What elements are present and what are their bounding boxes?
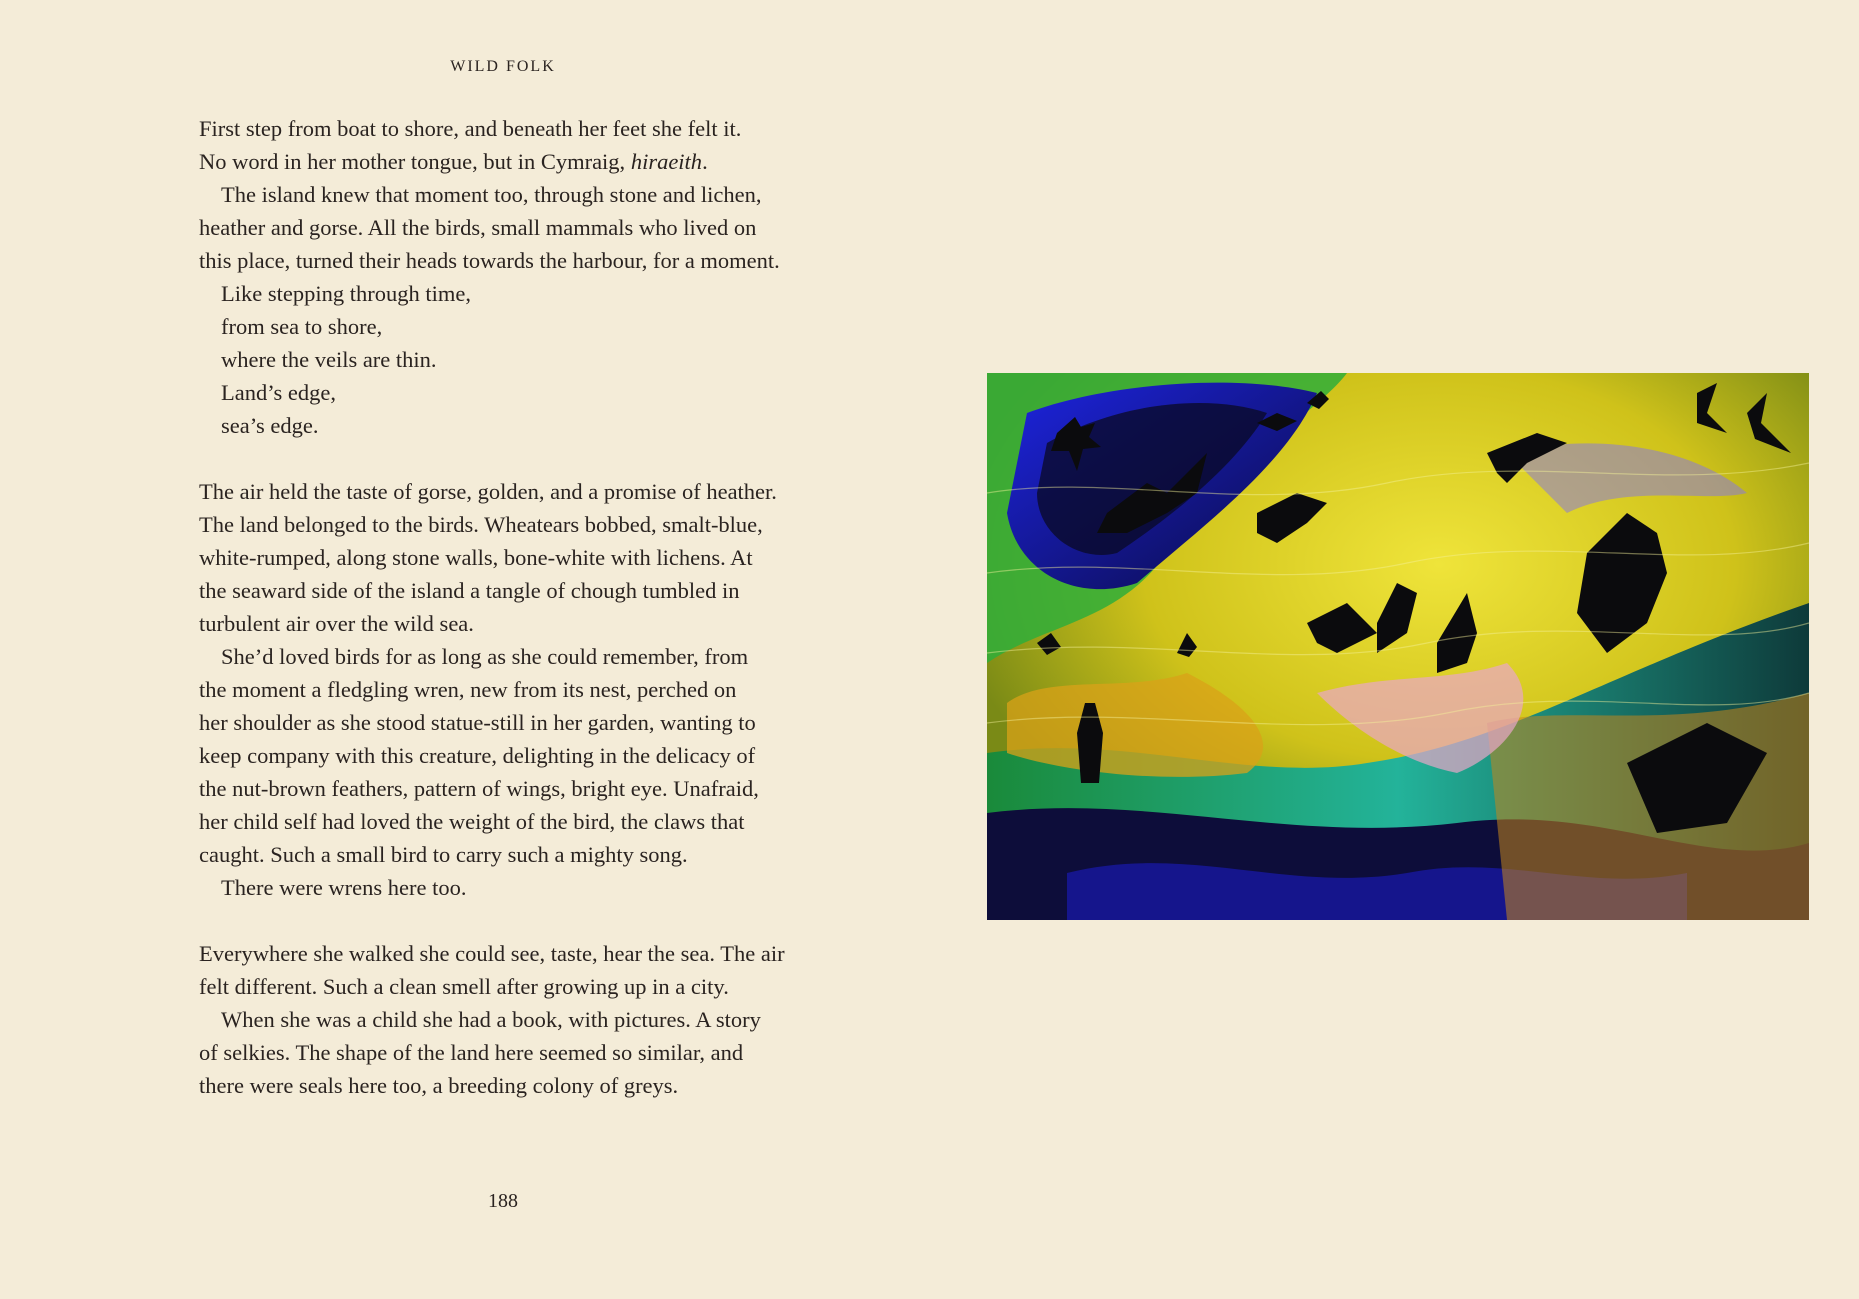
stanza-break <box>199 442 839 475</box>
folio: 188 <box>488 1190 518 1212</box>
text-line: white-rumped, along stone walls, bone-white with lichens. At <box>199 545 753 570</box>
text-line: where the veils are thin. <box>221 347 437 372</box>
text-line: the moment a fledgling wren, new from its nest, perched on <box>199 677 737 702</box>
text-line: The island knew that moment too, through stone and lichen, <box>221 182 762 207</box>
running-head: WILD FOLK <box>450 58 556 75</box>
illustration-art <box>987 373 1809 920</box>
text-line: heather and gorse. All the birds, small mammals who lived on <box>199 215 757 240</box>
text-line: keep company with this creature, delighting in the delicacy of <box>199 743 756 768</box>
text-line: No word in her mother tongue, but in Cymraig, hiraeith. <box>199 149 708 174</box>
stanza-break <box>199 904 839 937</box>
text-line: caught. Such a small bird to carry such a mighty song. <box>199 842 688 867</box>
text-line: First step from boat to shore, and beneath her feet she felt it. <box>199 116 742 141</box>
text-line: of selkies. The shape of the land here seemed so similar, and <box>199 1040 744 1065</box>
text-line: there were seals here too, a breeding colony of greys. <box>199 1073 679 1098</box>
text-line: the seaward side of the island a tangle of chough tumbled in <box>199 578 740 603</box>
text-line: There were wrens here too. <box>221 875 467 900</box>
body-text <box>199 112 839 1102</box>
text-line: her shoulder as she stood statue-still in her garden, wanting to <box>199 710 756 735</box>
text-line: turbulent air over the wild sea. <box>199 611 474 636</box>
text-line: sea’s edge. <box>221 413 319 438</box>
text-line: Everywhere she walked she could see, taste, hear the sea. The air <box>199 941 785 966</box>
illustration <box>987 373 1809 920</box>
text-line: When she was a child she had a book, with pictures. A story <box>221 1007 761 1032</box>
text-line: her child self had loved the weight of the bird, the claws that <box>199 809 745 834</box>
text-line: The land belonged to the birds. Wheatears bobbed, smalt-blue, <box>199 512 763 537</box>
text-line: the nut-brown feathers, pattern of wings, bright eye. Unafraid, <box>199 776 759 801</box>
text-line: from sea to shore, <box>221 314 383 339</box>
text-line: Land’s edge, <box>221 380 336 405</box>
text-line: The air held the taste of gorse, golden, and a promise of heather. <box>199 479 777 504</box>
text-line: this place, turned their heads towards the harbour, for a moment. <box>199 248 780 273</box>
italic-word: hiraeith <box>630 149 703 174</box>
text-line: She’d loved birds for as long as she could remember, from <box>221 644 749 669</box>
text-line: felt different. Such a clean smell after growing up in a city. <box>199 974 729 999</box>
text-line: Like stepping through time, <box>221 281 471 306</box>
